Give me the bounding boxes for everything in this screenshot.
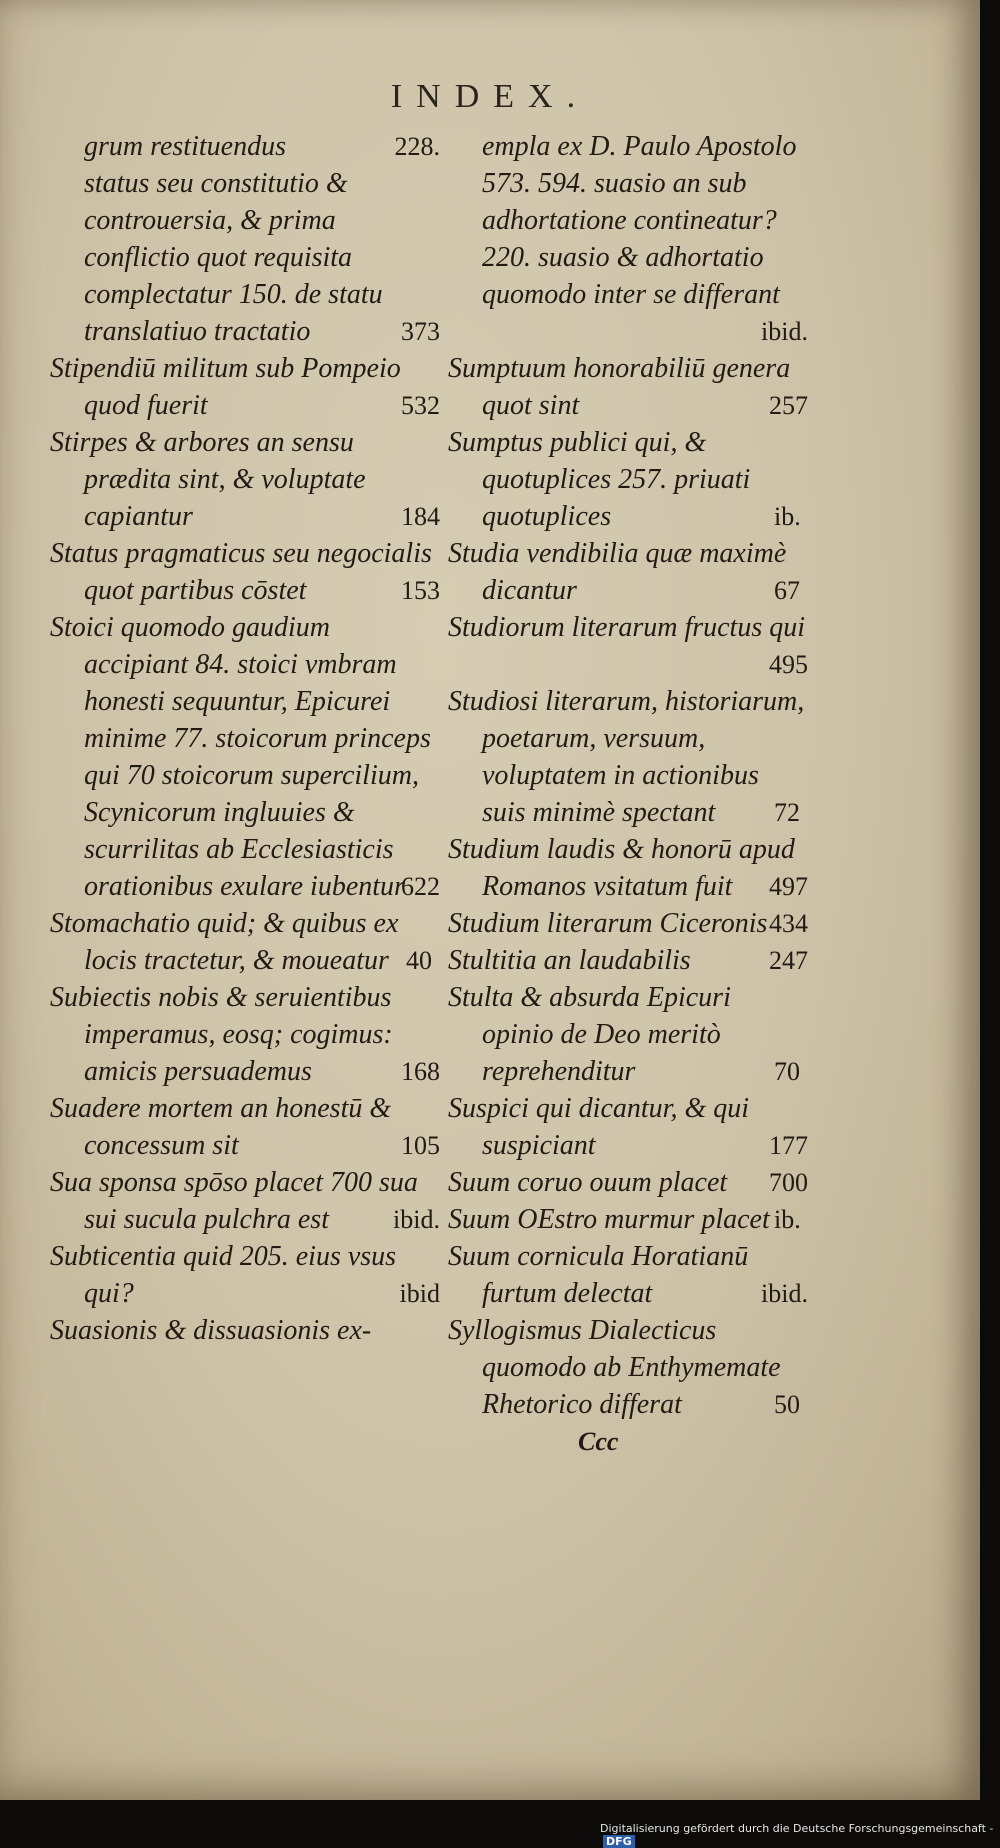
entry-text: Sumptus publici qui, & quotuplices 257. priuati quotuplices [448, 427, 751, 532]
index-entry [448, 609, 808, 683]
entry-text: Studiosi literarum, historiarum, poetarum, versuum, voluptatem in actionibus suis minimè spectant [448, 686, 805, 828]
entry-page-ref: 532 [401, 391, 440, 420]
entry-page-ref: 168 [401, 1057, 440, 1086]
entry-text: Subiectis nobis & seruientibus imperamus, eosq; cogimus: amicis persuademus [50, 982, 393, 1087]
entry-page-ref: 497 [769, 872, 808, 901]
entry-page-ref: 177 [769, 1131, 808, 1160]
entry-text: Subticentia quid 205. eius vsus qui? [50, 1241, 397, 1309]
index-entry [448, 942, 808, 979]
entry-text: Stipendiū militum sub Pompeio quod fuerit [50, 353, 401, 421]
entry-text: Studium laudis & honorū apud Romanos vsitatum fuit [448, 834, 795, 902]
index-entry [448, 350, 808, 424]
entry-page-ref: ibid [399, 1279, 440, 1308]
entry-text: Stulta & absurda Epicuri opinio de Deo meritò reprehenditur [448, 982, 731, 1087]
entry-text: Stomachatio quid; & quibus ex locis tractetur, & moueatur [50, 908, 399, 976]
index-entry [50, 979, 440, 1090]
entry-text: grum restituendus [84, 131, 286, 162]
index-entry [448, 905, 808, 942]
entry-text: Status pragmaticus seu negocialis quot partibus cōstet [50, 538, 432, 606]
entry-text: Stirpes & arbores an sensu prædita sint, & voluptate capiantur [50, 427, 366, 532]
entry-text: Suadere mortem an honestū & concessum sit [50, 1093, 392, 1161]
index-entry [50, 350, 440, 424]
index-entry [448, 1238, 808, 1312]
entry-page-ref: 257 [769, 391, 808, 420]
entry-text: Suum OEstro murmur placet [448, 1204, 770, 1235]
index-entry [50, 165, 440, 350]
entry-page-ref: 700 [769, 1168, 808, 1197]
index-entry: Studiosi literarum, historiarum, poetarum, versuum, voluptatem in actionibus suis minimè spectant 72 [448, 686, 805, 828]
entry-text: Suasionis & dissuasionis ex- [50, 1315, 372, 1346]
dfg-logo: DFG [603, 1835, 635, 1848]
entry-text: Syllogismus Dialecticus quomodo ab Enthymemate Rhetorico differat [448, 1315, 781, 1420]
entry-page-ref: 495 [769, 650, 808, 679]
index-entry [448, 1164, 808, 1201]
index-entry: Suum OEstro murmur placet ib. [448, 1204, 801, 1235]
index-entry: Stomachatio quid; & quibus ex locis tractetur, & moueatur 40 [50, 908, 432, 976]
index-entry: Studia vendibilia quæ maximè dicantur 67 [448, 538, 800, 606]
entry-page-ref: 622 [401, 872, 440, 901]
signature-mark: Ccc [578, 1427, 619, 1456]
entry-text: Stoici quomodo gaudium accipiant 84. stoici vmbram honesti sequuntur, Epicurei minime 77. stoicorum princeps qui 70 stoicorum supercilium, Scynicorum ingluuies & scurrilitas ab Ecclesiasticis orationibus exulare iubentur [50, 612, 431, 902]
entry-page-ref: 228. [394, 132, 440, 161]
entry-text: Studia vendibilia quæ maximè dicantur [448, 538, 787, 606]
index-entry: Stulta & absurda Epicuri opinio de Deo meritò reprehenditur 70 [448, 982, 800, 1087]
index-entry [50, 1312, 440, 1349]
index-entry [50, 535, 440, 609]
index-entry [448, 128, 808, 350]
index-entry [50, 128, 440, 165]
entry-text: Sumptuum honorabiliū genera quot sint [448, 353, 791, 421]
entry-text: Suum cornicula Horatianū furtum delectat [448, 1241, 749, 1309]
entry-page-ref: 373 [401, 317, 440, 346]
entry-text: Studium literarum Ciceronis [448, 908, 768, 939]
entry-text: Suum coruo ouum placet [448, 1167, 728, 1198]
entry-text: Stultitia an laudabilis [448, 945, 691, 976]
entry-page-ref: 153 [401, 576, 440, 605]
index-right-column [448, 128, 808, 1460]
entry-page-ref: 105 [401, 1131, 440, 1160]
index-entry: Sumptus publici qui, & quotuplices 257. priuati quotuplices ib. [448, 427, 801, 532]
page-header: INDEX. [390, 78, 590, 115]
index-entry [50, 609, 440, 905]
index-entry [50, 1090, 440, 1164]
entry-page-ref: 184 [401, 502, 440, 531]
entry-text: Sua sponsa spōso placet 700 sua sui sucula pulchra est [50, 1167, 418, 1235]
index-entry [448, 1090, 808, 1164]
footer-text: Digitalisierung gefördert durch die Deutsche Forschungsgemeinschaft - [600, 1822, 994, 1835]
index-entry [50, 1164, 440, 1238]
index-entry: Syllogismus Dialecticus quomodo ab Enthymemate Rhetorico differat 50 [448, 1315, 800, 1420]
entry-page-ref: 434 [769, 909, 808, 938]
entry-text: status seu constitutio & controuersia, & prima conflictio quot requisita complectatur 150. de statu translatiuo tractatio [84, 168, 383, 347]
entry-page-ref: ibid. [393, 1205, 440, 1234]
digitization-credit [600, 1822, 1000, 1848]
entry-page-ref: 247 [769, 946, 808, 975]
index-entry [50, 1238, 440, 1312]
entry-page-ref: ibid. [761, 317, 808, 346]
index-entry [448, 831, 808, 905]
entry-text: Studiorum literarum fructus qui [448, 612, 806, 643]
index-left-column [50, 128, 440, 1349]
index-entry [50, 424, 440, 535]
entry-page-ref: ibid. [761, 1279, 808, 1308]
entry-text: Suspici qui dicantur, & qui suspiciant [448, 1093, 749, 1161]
entry-text: empla ex D. Paulo Apostolo 573. 594. suasio an sub adhortatione contineatur? 220. suasio & adhortatio quomodo inter se differant [482, 131, 797, 310]
